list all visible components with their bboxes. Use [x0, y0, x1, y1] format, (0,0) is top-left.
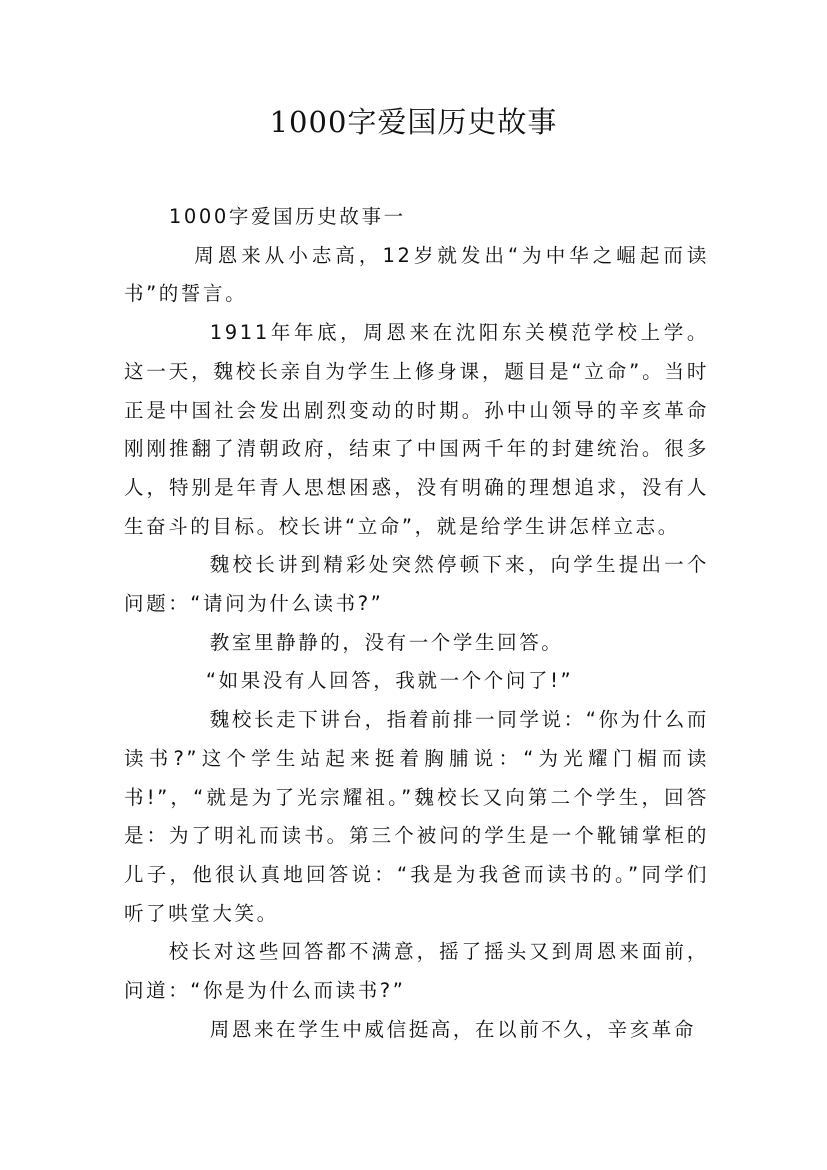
paragraph-2: 1911年年底，周恩来在沈阳东关模范学校上学。这一天，魏校长亲自为学生上修身课，题目是“立命”。当时正是中国社会发出剧烈变动的时期。孙中山领导的辛亥革命刚刚推翻了清朝政府，结束了中国两千年的封建统治。很多人，特别是年青人思想困惑，没有明确的理想追求，没有人生奋斗的目标。校长讲“立命”，就是给学生讲怎样立志。 [124, 321, 709, 538]
paragraph-7: 校长对这些回答都不满意，摇了摇头又到周恩来面前，问道：“你是为什么而读书?” [124, 940, 709, 1003]
paragraph-6: 魏校长走下讲台，指着前排一同学说：“你为什么而读书?”这个学生站起来挺着胸脯说：“为光耀门楣而读书!”，“就是为了光宗耀祖。”魏校长又向第二个学生，回答是：为了明礼而读书。第三个被问的学生是一个靴铺掌柜的儿子，他很认真地回答说：“我是为我爸而读书的。”同学们听了哄堂大笑。 [124, 708, 709, 925]
document-body [124, 198, 709, 1049]
section-heading: 1000字爱国历史故事一 [168, 205, 406, 228]
paragraph-3: 魏校长讲到精彩处突然停顿下来，向学生提出一个问题：“请问为什么读书?” [124, 553, 709, 616]
paragraph-1: 周恩来从小志高，12岁就发出“为中华之崛起而读书”的誓言。 [124, 243, 709, 306]
paragraph-4: 教室里静静的，没有一个学生回答。 [209, 630, 564, 654]
paragraph-8: 周恩来在学生中威信挺高，在以前不久，辛亥革命 [209, 1017, 696, 1041]
paragraph-5: “如果没有人回答，我就一个个问了!” [205, 669, 574, 693]
document-title: 1000字爱国历史故事 [269, 105, 558, 139]
